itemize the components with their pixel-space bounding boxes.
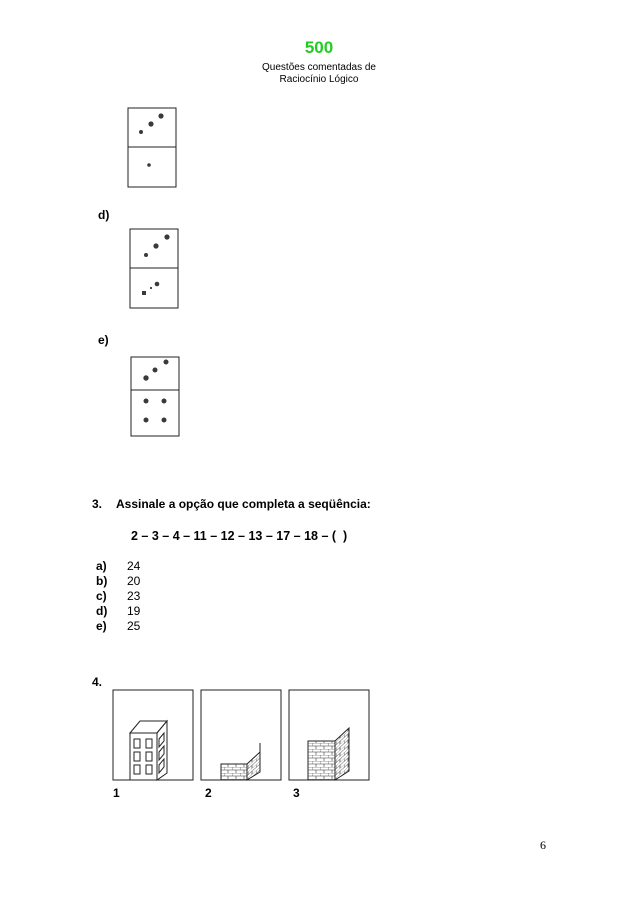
figure-label-1: 1	[113, 786, 120, 800]
page-number: 6	[540, 838, 546, 852]
option-d-label: d)	[98, 208, 110, 222]
answer-option-label: b)	[96, 574, 108, 588]
domino-pip	[164, 360, 169, 365]
domino-pip	[148, 121, 153, 126]
domino-pip	[144, 418, 149, 423]
domino-pip	[153, 368, 158, 373]
answer-option	[96, 619, 140, 633]
domino-pip	[162, 399, 167, 404]
domino-pip	[164, 234, 169, 239]
figure-label-3: 3	[293, 786, 300, 800]
answer-option-label: a)	[96, 559, 107, 573]
domino-pip	[139, 130, 143, 134]
answer-option	[96, 574, 140, 588]
answer-option	[96, 604, 140, 618]
option-e-label: e)	[98, 333, 109, 347]
domino-figure-partial	[127, 107, 177, 188]
header-title: 500	[304, 38, 334, 57]
question-4-number: 4.	[92, 675, 103, 689]
answer-option	[96, 559, 140, 573]
answer-option-label: d)	[96, 604, 108, 618]
figure-2	[200, 689, 282, 781]
answer-option-label: c)	[96, 589, 107, 603]
domino-pip	[155, 282, 160, 287]
question-3-number: 3.	[92, 497, 103, 511]
answer-option	[96, 589, 140, 603]
figure-label-2: 2	[205, 786, 212, 800]
domino-pip	[158, 113, 163, 118]
figure-3	[288, 689, 370, 781]
domino-pip	[153, 243, 158, 248]
header-subtitle-line1: Questões comentadas de	[262, 62, 376, 73]
question-3-sequence: 2 – 3 – 4 – 11 – 12 – 13 – 17 – 18 – ( )	[131, 529, 348, 543]
answer-option-value: 25	[127, 619, 141, 633]
building-icon	[130, 721, 167, 780]
domino-pip	[142, 291, 146, 295]
header-subtitle-line2: Raciocínio Lógico	[279, 74, 359, 85]
domino-pip	[162, 418, 167, 423]
domino-figure-d	[129, 228, 179, 309]
figure-1	[112, 689, 194, 781]
domino-pip	[144, 399, 149, 404]
question-3-prompt: Assinale a opção que completa a seqüência:	[116, 497, 371, 511]
domino-pip	[150, 287, 152, 289]
answer-option-value: 23	[127, 589, 141, 603]
domino-figure-e	[130, 356, 180, 437]
answer-option-value: 19	[127, 604, 141, 618]
answer-option-value: 20	[127, 574, 141, 588]
answer-option-value: 24	[127, 559, 141, 573]
domino-pip	[144, 253, 148, 257]
domino-pip	[143, 375, 148, 380]
domino-pip	[147, 163, 151, 167]
answer-option-label: e)	[96, 619, 107, 633]
